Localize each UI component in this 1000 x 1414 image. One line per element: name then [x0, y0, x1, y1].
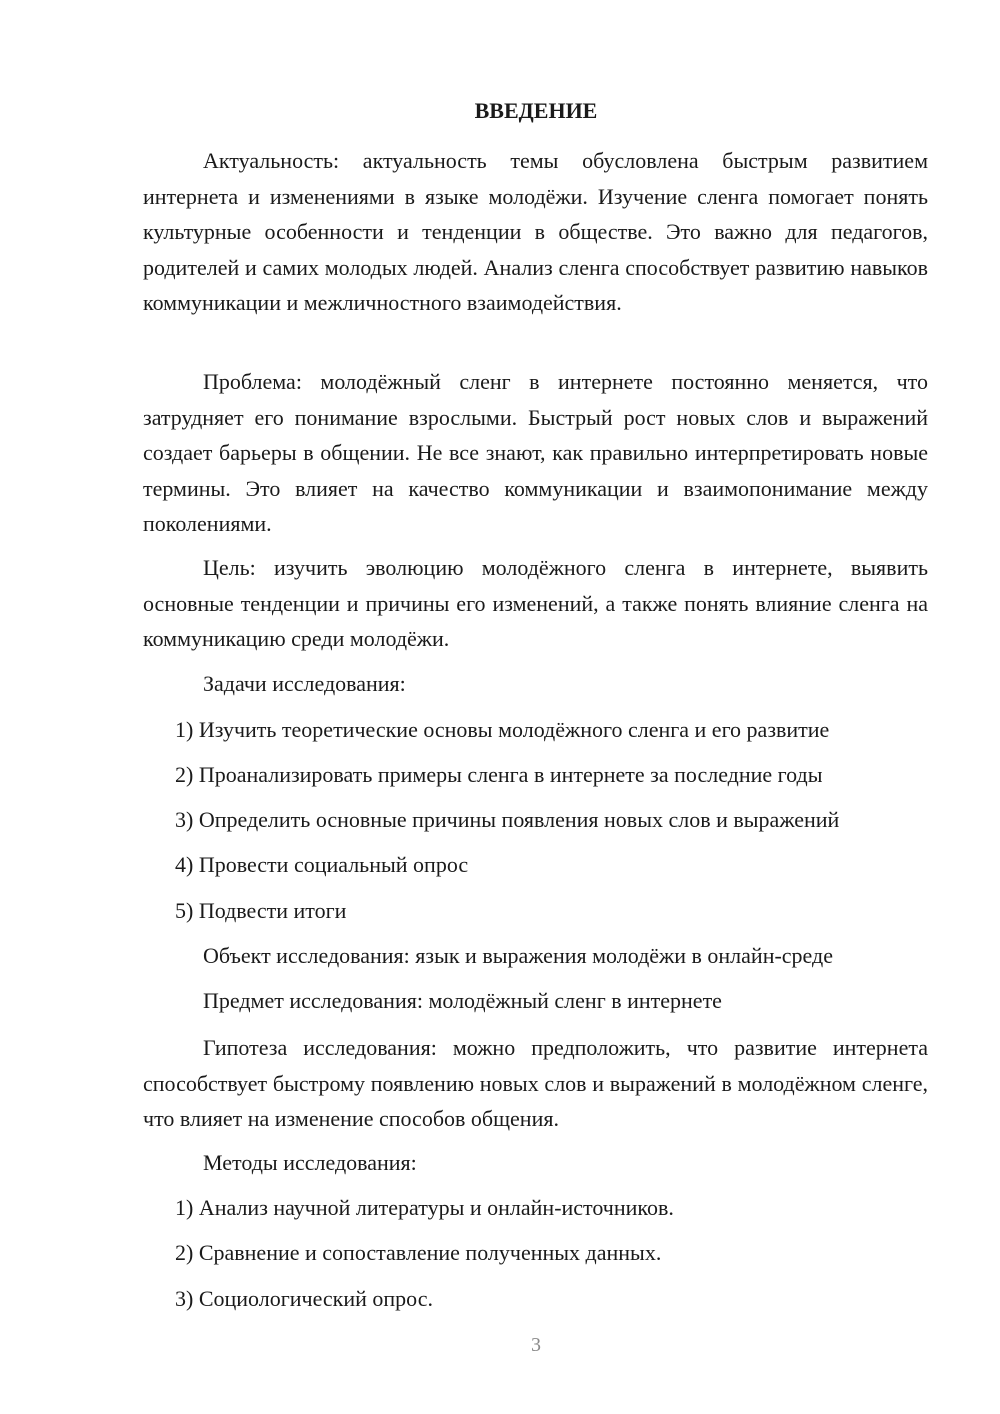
object-line: Объект исследования: язык и выражения молодёжи в онлайн-среде [203, 943, 833, 968]
task-item-2: 2) Проанализировать примеры сленга в интернете за последние годы [175, 762, 823, 787]
method-item-3: 3) Социологический опрос. [175, 1286, 433, 1311]
task-item-5: 5) Подвести итоги [175, 898, 347, 923]
method-item-1: 1) Анализ научной литературы и онлайн-источников. [175, 1195, 674, 1220]
task-item-4: 4) Провести социальный опрос [175, 852, 469, 877]
methods-title: Методы исследования: [203, 1150, 417, 1175]
page-number: 3 [531, 1334, 541, 1356]
subject-line: Предмет исследования: молодёжный сленг в интернете [203, 988, 722, 1013]
hypothesis-paragraph: Гипотеза исследования: можно предположить, что развитие интернета способствует быстрому появлению новых слов и выражений в молодёжном сленге, что влияет на изменение способов общения. [143, 1035, 928, 1131]
method-item-2: 2) Сравнение и сопоставление полученных данных. [175, 1240, 662, 1265]
goal-paragraph: Цель: изучить эволюцию молодёжного сленга в интернете, выявить основные тенденции и причины его изменений, а также понять влияние сленга на коммуникацию среди молодёжи. [143, 555, 928, 651]
relevance-paragraph: Актуальность: актуальность темы обусловлена быстрым развитием интернета и изменениями в языке молодёжи. Изучение сленга помогает понять культурные особенности и тенденции в обществе. Это важно для педагогов, родителей и самих молодых людей. Анализ сленга способствует развитию навыков коммуникации и межличностного взаимодействия. [143, 148, 928, 315]
task-item-1: 1) Изучить теоретические основы молодёжного сленга и его развитие [175, 717, 830, 742]
problem-paragraph: Проблема: молодёжный сленг в интернете постоянно меняется, что затрудняет его понимание взрослыми. Быстрый рост новых слов и выражений создает барьеры в общении. Не все знают, как правильно интерпретировать новые термины. Это влияет на качество коммуникации и взаимопонимание между поколениями. [143, 369, 928, 536]
section-heading: ВВЕДЕНИЕ [474, 98, 598, 123]
tasks-title: Задачи исследования: [203, 671, 406, 696]
task-item-3: 3) Определить основные причины появления новых слов и выражений [175, 807, 840, 832]
